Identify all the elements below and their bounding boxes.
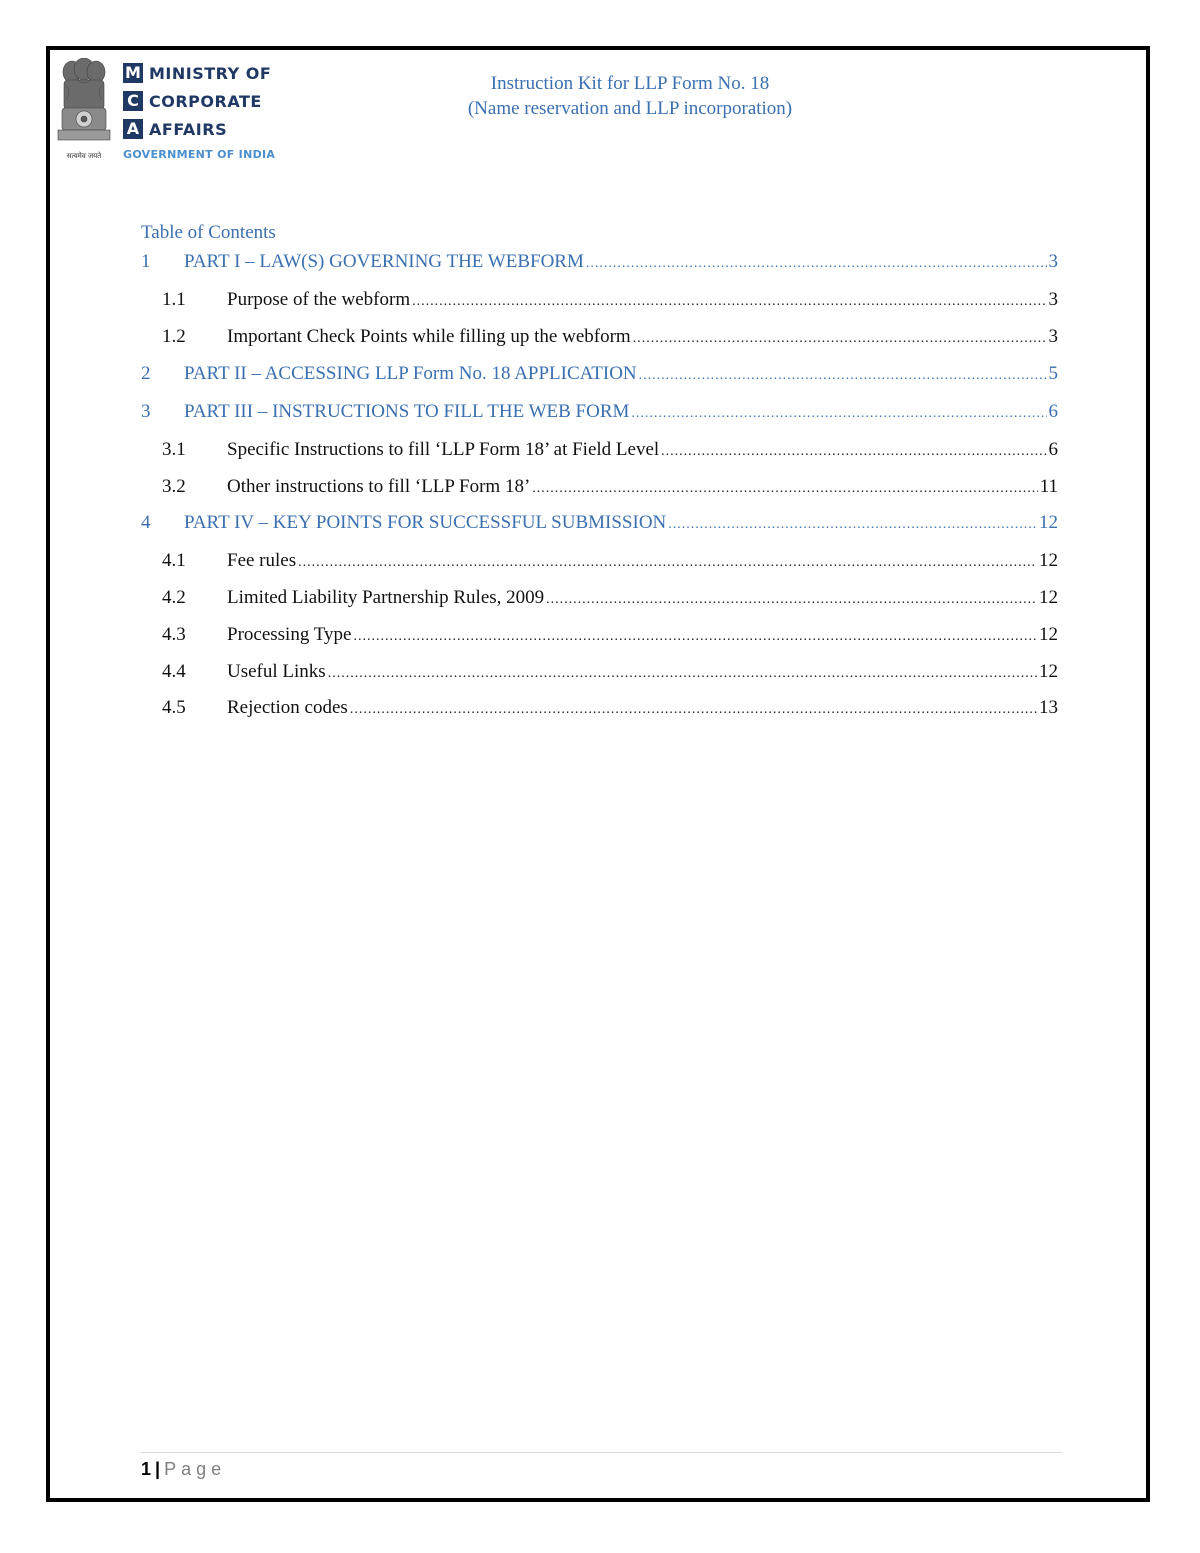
toc-entry-4-1[interactable] bbox=[141, 548, 1058, 574]
emblem-motto-text: सत्यमेव जयते bbox=[66, 152, 102, 160]
toc-entry-page: 12 bbox=[1039, 550, 1058, 571]
footer-separator: | bbox=[155, 1459, 161, 1479]
toc-dot-leader bbox=[412, 289, 1046, 315]
toc-entry-1-1[interactable] bbox=[141, 287, 1058, 313]
toc-entry-title: Rejection codes bbox=[227, 695, 348, 721]
toc-entry-title: Other instructions to fill ‘LLP Form 18’ bbox=[227, 474, 530, 500]
page-footer bbox=[141, 1459, 226, 1480]
toc-dot-leader bbox=[633, 326, 1047, 352]
toc-entry-number: 4.3 bbox=[162, 624, 186, 645]
mca-word-affairs: AFFAIRS bbox=[149, 119, 228, 139]
toc-entry-4-2[interactable] bbox=[141, 585, 1058, 611]
toc-entry-1-2[interactable] bbox=[141, 324, 1058, 350]
mca-row-corporate bbox=[123, 90, 262, 112]
toc-entry-page: 3 bbox=[1048, 289, 1058, 310]
toc-entry-page: 12 bbox=[1039, 587, 1058, 608]
toc-entry-4-3[interactable] bbox=[141, 622, 1058, 648]
toc-dot-leader bbox=[350, 697, 1037, 723]
toc-entry-number: 1.2 bbox=[162, 326, 186, 347]
toc-entry-title: PART IV – KEY POINTS FOR SUCCESSFUL SUBMISSION bbox=[184, 510, 666, 536]
mca-row-affairs bbox=[123, 118, 227, 140]
toc-dot-leader bbox=[546, 587, 1037, 613]
toc-entry-page: 6 bbox=[1048, 401, 1058, 422]
toc-entry-title: Important Check Points while filling up the webform bbox=[227, 324, 631, 350]
toc-dot-leader bbox=[661, 439, 1046, 465]
document-subtitle: (Name reservation and LLP incorporation) bbox=[467, 98, 793, 119]
mca-letter-a: A bbox=[123, 119, 143, 139]
toc-entry-page: 6 bbox=[1048, 439, 1058, 460]
toc-entry-4-5[interactable] bbox=[141, 695, 1058, 721]
toc-entry-title: Fee rules bbox=[227, 548, 296, 574]
mca-word-corporate: CORPORATE bbox=[149, 91, 262, 111]
toc-entry-title: PART III – INSTRUCTIONS TO FILL THE WEB FORM bbox=[184, 399, 629, 425]
toc-dot-leader bbox=[328, 661, 1037, 687]
toc-entry-3-1[interactable] bbox=[141, 437, 1058, 463]
toc-dot-leader bbox=[586, 251, 1047, 277]
toc-dot-leader bbox=[353, 624, 1037, 650]
toc-entry-number: 4.1 bbox=[162, 550, 186, 571]
toc-heading: Table of Contents bbox=[141, 222, 276, 243]
national-emblem-logo bbox=[54, 58, 114, 164]
mca-government-label: GOVERNMENT OF INDIA bbox=[123, 148, 276, 161]
toc-entry-number: 3.1 bbox=[162, 439, 186, 460]
mca-row-ministry bbox=[123, 62, 271, 84]
mca-word-ministry: MINISTRY OF bbox=[149, 63, 272, 83]
toc-dot-leader bbox=[668, 512, 1037, 538]
mca-letter-m: M bbox=[123, 63, 143, 83]
toc-entry-page: 5 bbox=[1048, 363, 1058, 384]
toc-entry-number: 1 bbox=[141, 251, 151, 272]
toc-dot-leader bbox=[631, 401, 1046, 427]
toc-entry-number: 4.2 bbox=[162, 587, 186, 608]
toc-entry-page: 13 bbox=[1039, 697, 1058, 718]
toc-entry-part-2[interactable] bbox=[141, 361, 1058, 387]
toc-entry-title: Specific Instructions to fill ‘LLP Form 18’ at Field Level bbox=[227, 437, 659, 463]
footer-page-label: Page bbox=[164, 1459, 227, 1479]
toc-entry-title: Useful Links bbox=[227, 659, 326, 685]
toc-entry-page: 3 bbox=[1048, 326, 1058, 347]
toc-entry-3-2[interactable] bbox=[141, 474, 1058, 500]
toc-entry-page: 3 bbox=[1048, 251, 1058, 272]
footer-divider bbox=[141, 1452, 1062, 1453]
footer-page-number: 1 bbox=[141, 1459, 152, 1479]
toc-entry-part-3[interactable] bbox=[141, 399, 1058, 425]
document-title: Instruction Kit for LLP Form No. 18 bbox=[490, 73, 770, 94]
mca-logo bbox=[123, 62, 303, 166]
toc-entry-title: PART I – LAW(S) GOVERNING THE WEBFORM bbox=[184, 249, 584, 275]
toc-entry-number: 4.5 bbox=[162, 697, 186, 718]
toc-entry-number: 4 bbox=[141, 512, 151, 533]
toc-entry-title: Limited Liability Partnership Rules, 2009 bbox=[227, 585, 544, 611]
toc-entry-page: 12 bbox=[1039, 512, 1058, 533]
toc-entry-title: Purpose of the webform bbox=[227, 287, 410, 313]
toc-entry-number: 3.2 bbox=[162, 476, 186, 497]
toc-entry-number: 1.1 bbox=[162, 289, 186, 310]
toc-dot-leader bbox=[639, 363, 1047, 389]
toc-entry-number: 4.4 bbox=[162, 661, 186, 682]
toc-entry-part-4[interactable] bbox=[141, 510, 1058, 536]
toc-entry-page: 12 bbox=[1039, 624, 1058, 645]
toc-entry-page: 11 bbox=[1039, 476, 1058, 497]
toc-entry-4-4[interactable] bbox=[141, 659, 1058, 685]
mca-letter-c: C bbox=[123, 91, 143, 111]
toc-entry-part-1[interactable] bbox=[141, 249, 1058, 275]
toc-dot-leader bbox=[298, 550, 1037, 576]
toc-dot-leader bbox=[532, 476, 1037, 502]
toc-entry-number: 3 bbox=[141, 401, 151, 422]
toc-entry-number: 2 bbox=[141, 363, 151, 384]
toc-entry-title: Processing Type bbox=[227, 622, 351, 648]
toc-entry-title: PART II – ACCESSING LLP Form No. 18 APPLICATION bbox=[184, 361, 637, 387]
toc-entry-page: 12 bbox=[1039, 661, 1058, 682]
